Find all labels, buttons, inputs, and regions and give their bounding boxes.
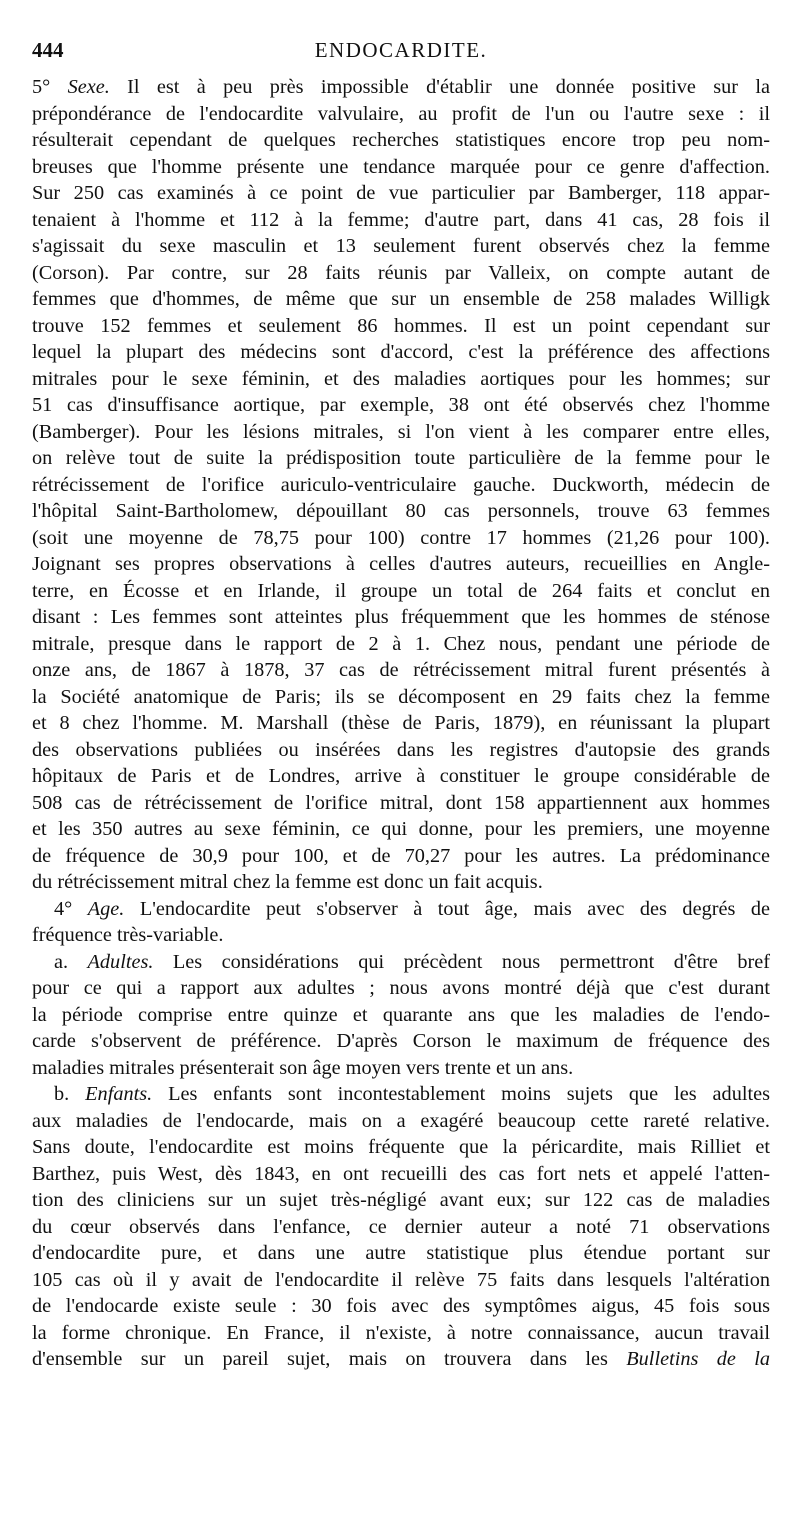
text-line: [32, 286, 770, 313]
text-line: [32, 101, 770, 128]
line-text: tenaient à l'homme et 112 à la femme; d'autre part, dans 41 cas, 28 fois il: [32, 208, 770, 231]
text-line: [32, 472, 770, 499]
text-line: [32, 313, 770, 340]
line-text: tion des cliniciens sur un sujet très-négligé avant eux; sur 122 cas de maladies: [32, 1189, 770, 1211]
line-text: pour ce qui a rapport aux adultes ; nous avons montré déjà que c'est durant: [32, 977, 770, 999]
text-line: [32, 127, 770, 154]
line-text: d'endocardite pure, et dans une autre statistique plus étendue portant sur: [32, 1242, 770, 1264]
line-text: L'endocardite peut s'observer à tout âge, mais avec des degrés de: [124, 897, 770, 920]
line-text: terre, en Écosse et en Irlande, il groupe un total de 264 faits et conclut en: [32, 579, 770, 602]
text-line: [32, 737, 770, 764]
section-number: 5°: [32, 76, 68, 98]
text-line: [32, 180, 770, 207]
line-text: breuses que l'homme présente une tendance marquée pour ce genre d'affection.: [32, 155, 770, 178]
line-text: l'hôpital Saint-Bartholomew, dépouillant 80 cas personnels, trouve 63 femmes: [32, 500, 770, 522]
running-title: ENDOCARDITE.: [314, 38, 488, 62]
section-number: a.: [54, 950, 88, 973]
text-line: [32, 949, 770, 976]
text-line: [32, 790, 770, 817]
line-text: Sur 250 cas examinés à ce point de vue particulier par Bamberger, 118 appar-: [32, 182, 770, 204]
line-text: mitrale, presque dans le rapport de 2 à 1. Chez nous, pendant une période de: [32, 632, 770, 655]
text-line: [32, 604, 770, 631]
line-text: d'ensemble sur un pareil sujet, mais on trouvera dans les: [32, 1348, 627, 1370]
text-line: [32, 578, 770, 605]
line-text: (Corson). Par contre, sur 28 faits réunis par Valleix, on compte autant de: [32, 261, 770, 284]
text-line: [32, 975, 770, 1002]
line-text: aux maladies de l'endocarde, mais on a exagéré beaucoup cette rareté relative.: [32, 1109, 770, 1132]
text-line: [32, 1081, 770, 1108]
line-text: disant : Les femmes sont atteintes plus fréquemment que les hommes de sténose: [32, 606, 770, 628]
text-line: [32, 1240, 770, 1267]
line-text: Joignant ses propres observations à celles d'autres auteurs, recueillies en Angle-: [32, 553, 770, 575]
text-line: [32, 896, 770, 923]
line-text: Les enfants sont incontestablement moins sujets que les adultes: [152, 1083, 771, 1105]
section-heading: Adultes.: [87, 950, 154, 973]
text-line: [32, 710, 770, 737]
line-text: femmes que d'hommes, de même que sur un ensemble de 258 malades Willigk: [32, 288, 770, 310]
text-line: [32, 498, 770, 525]
line-text: la forme chronique. En France, il n'existe, à notre connaissance, aucun travail: [32, 1321, 770, 1344]
line-text: (soit une moyenne de 78,75 pour 100) contre 17 hommes (21,26 pour 100).: [32, 526, 770, 549]
text-line: [32, 233, 770, 260]
line-text: du cœur observés dans l'enfance, ce dernier auteur a noté 71 observations: [32, 1215, 770, 1238]
text-line: [32, 392, 770, 419]
text-line: [32, 366, 770, 393]
text-line: [32, 1267, 770, 1294]
text-line: [32, 631, 770, 658]
text-line: [32, 1214, 770, 1241]
text-line: [32, 260, 770, 287]
text-line: [32, 816, 770, 843]
text-line: [32, 1346, 770, 1373]
text-line: [32, 445, 770, 472]
text-line: [32, 843, 770, 870]
text-line: [32, 154, 770, 181]
line-text: 105 cas où il y avait de l'endocardite il relève 75 faits dans lesquels l'altération: [32, 1268, 770, 1291]
text-line: [32, 551, 770, 578]
text-line: [32, 684, 770, 711]
section-number: 4°: [54, 897, 88, 920]
text-line: [32, 339, 770, 366]
text-line: [32, 419, 770, 446]
line-text: Sans doute, l'endocardite est moins fréquente que la péricardite, mais Rilliet et: [32, 1136, 770, 1158]
line-text: de l'endocarde existe seule : 30 fois avec des symptômes aigus, 45 fois sous: [32, 1295, 770, 1317]
line-text: trouve 152 femmes et seulement 86 hommes. Il est un point cependant sur: [32, 314, 770, 337]
text-line: [32, 1320, 770, 1347]
section-heading: Age.: [87, 897, 125, 920]
text-line: [32, 922, 770, 949]
text-line: [32, 1055, 770, 1082]
publication-title: Bulletins de la: [626, 1348, 770, 1370]
text-line: [32, 1161, 770, 1188]
text-line: [32, 657, 770, 684]
line-text: la Société anatomique de Paris; ils se décomposent en 29 faits chez la femme: [32, 685, 770, 708]
line-text: de fréquence de 30,9 pour 100, et de 70,27 pour les autres. La prédominance: [32, 844, 770, 867]
text-line: [32, 763, 770, 790]
line-text: Il est à peu près impossible d'établir une donnée positive sur la: [109, 76, 770, 98]
text-line: [32, 1293, 770, 1320]
text-line: [32, 525, 770, 552]
text-line: [32, 207, 770, 234]
text-line: [32, 1028, 770, 1055]
text-line: [32, 74, 770, 101]
line-text: Les considérations qui précèdent nous permettront d'être bref: [153, 950, 770, 973]
line-text: et 8 chez l'homme. M. Marshall (thèse de Paris, 1879), en réunissant la plupart: [32, 712, 770, 734]
text-line: [32, 869, 770, 896]
line-text: résulterait cependant de quelques recherches statistiques encore trop peu nom-: [32, 129, 770, 151]
line-text: des observations publiées ou insérées dans les registres d'autopsie des grands: [32, 738, 770, 761]
line-text: fréquence très-variable.: [32, 924, 224, 946]
text-line: [32, 1002, 770, 1029]
line-text: maladies mitrales présenterait son âge moyen vers trente et un ans.: [32, 1056, 574, 1079]
line-text: on relève tout de suite la prédisposition toute particulière de la femme pour le: [32, 447, 770, 469]
body-text: [32, 74, 770, 1373]
line-text: mitrales pour le sexe féminin, et des maladies aortiques pour les hommes; sur: [32, 367, 770, 390]
page-header: [32, 34, 770, 64]
line-text: du rétrécissement mitral chez la femme est donc un fait acquis.: [32, 871, 543, 893]
text-line: [32, 1134, 770, 1161]
line-text: Barthez, puis West, dès 1843, en ont recueilli des cas fort nets et appelé l'atten-: [32, 1162, 770, 1185]
section-heading: Sexe.: [67, 76, 110, 98]
line-text: rétrécissement de l'orifice auriculo-ventriculaire gauche. Duckworth, médecin de: [32, 473, 770, 496]
line-text: et les 350 autres au sexe féminin, ce qui donne, pour les premiers, une moyenne: [32, 818, 770, 840]
line-text: prépondérance de l'endocardite valvulaire, au profit de l'un ou l'autre sexe : il: [32, 102, 770, 125]
line-text: onze ans, de 1867 à 1878, 37 cas de rétrécissement mitral furent présentés à: [32, 659, 770, 681]
text-line: [32, 1187, 770, 1214]
line-text: lequel la plupart des médecins sont d'accord, c'est la préférence des affections: [32, 341, 770, 363]
page-number: 444: [32, 38, 64, 62]
line-text: carde s'observent de préférence. D'après Corson le maximum de fréquence des: [32, 1030, 770, 1052]
line-text: (Bamberger). Pour les lésions mitrales, si l'on vient à les comparer entre elles,: [32, 420, 770, 443]
section-heading: Enfants.: [85, 1083, 153, 1105]
line-text: 508 cas de rétrécissement de l'orifice mitral, dont 158 appartiennent aux hommes: [32, 791, 770, 814]
line-text: 51 cas d'insuffisance aortique, par exemple, 38 ont été observés chez l'homme: [32, 394, 770, 416]
line-text: la période comprise entre quinze et quarante ans que les maladies de l'endo-: [32, 1003, 770, 1026]
line-text: hôpitaux de Paris et de Londres, arrive à constituer le groupe considérable de: [32, 765, 770, 787]
line-text: s'agissait du sexe masculin et 13 seulement furent observés chez la femme: [32, 235, 770, 257]
section-number: b.: [54, 1083, 86, 1105]
text-line: [32, 1108, 770, 1135]
